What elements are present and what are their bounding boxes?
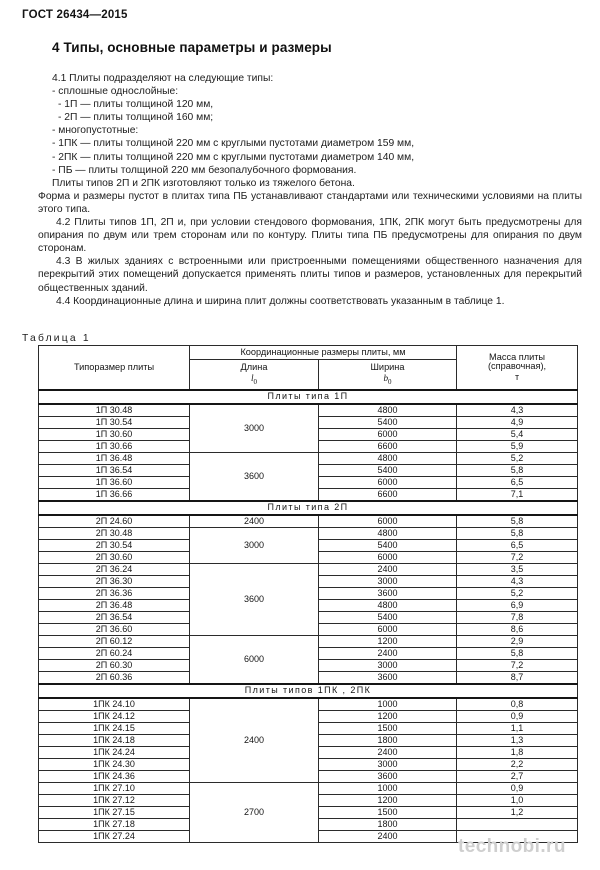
cell-mass: 0,9 (457, 711, 578, 723)
cell-width: 1000 (319, 698, 457, 711)
cell-mass: 6,5 (457, 477, 578, 489)
mass-header-line-2: (справочная), (487, 361, 547, 372)
column-header-width (319, 360, 457, 391)
cell-width: 3600 (319, 588, 457, 600)
cell-mass: 5,8 (457, 648, 578, 660)
cell-length: 2400 (190, 698, 319, 783)
column-header-mass (457, 346, 578, 391)
cell-typesize: 1ПК 24.10 (39, 698, 190, 711)
cell-length: 3600 (190, 453, 319, 502)
body-line-2: - 1П — плиты толщиной 120 мм, (58, 99, 214, 111)
cell-mass: 1,1 (457, 723, 578, 735)
body-line-7: - ПБ — плиты толщиной 220 мм безопалубочного формования. (52, 164, 357, 176)
width-header-symbol: $b_0$ (383, 372, 392, 386)
cell-mass: 7,8 (457, 612, 578, 624)
cell-typesize: 1П 36.66 (39, 489, 190, 502)
cell-mass: 2,2 (457, 759, 578, 771)
cell-mass: 5,8 (457, 465, 578, 477)
cell-mass: 5,8 (457, 515, 578, 528)
cell-typesize: 2П 60.36 (39, 672, 190, 685)
cell-width: 4800 (319, 453, 457, 465)
body-line-4: - многопустотные: (52, 125, 139, 137)
cell-width: 5400 (319, 417, 457, 429)
cell-length: 6000 (190, 636, 319, 685)
cell-typesize: 1ПК 24.12 (39, 711, 190, 723)
cell-mass: 5,9 (457, 441, 578, 453)
body-line-0: 4.1 Плиты подразделяют на следующие типы: (52, 73, 274, 84)
cell-width: 1200 (319, 795, 457, 807)
cell-mass: 6,5 (457, 540, 578, 552)
cell-typesize: 1ПК 27.12 (39, 795, 190, 807)
cell-typesize: 2П 36.60 (39, 624, 190, 636)
cell-width: 3600 (319, 771, 457, 783)
paragraph-4-3: 4.3 В жилых зданиях с встроенными или пристроенными помещениями общественного назначения для перекрытий этих помещений допускается применять плиты типов и размеров, установленных для перекрытий общественных зданий. (38, 256, 582, 294)
cell-width: 1500 (319, 723, 457, 735)
table-row (39, 636, 578, 648)
cell-width: 6000 (319, 515, 457, 528)
table-head (39, 346, 578, 391)
cell-typesize: 2П 60.30 (39, 660, 190, 672)
cell-typesize: 2П 36.36 (39, 588, 190, 600)
cell-width: 2400 (319, 747, 457, 759)
group-title: Плиты типа 1П (39, 390, 578, 404)
cell-width: 1800 (319, 735, 457, 747)
cell-width: 6000 (319, 552, 457, 564)
cell-width: 3000 (319, 576, 457, 588)
cell-typesize: 1ПК 27.24 (39, 831, 190, 843)
cell-length: 2400 (190, 515, 319, 528)
cell-width: 5400 (319, 540, 457, 552)
cell-width: 6600 (319, 489, 457, 502)
cell-mass: 6,9 (457, 600, 578, 612)
cell-mass: 3,5 (457, 564, 578, 576)
cell-mass: 5,2 (457, 453, 578, 465)
cell-mass: 4,3 (457, 576, 578, 588)
cell-mass: 7,2 (457, 660, 578, 672)
table-row (39, 783, 578, 795)
cell-mass (457, 819, 578, 831)
cell-typesize: 2П 30.48 (39, 528, 190, 540)
cell-width: 1200 (319, 636, 457, 648)
cell-typesize: 2П 36.24 (39, 564, 190, 576)
cell-mass: 8,7 (457, 672, 578, 685)
table-row (39, 528, 578, 540)
cell-typesize: 1ПК 27.15 (39, 807, 190, 819)
mass-header-line-1: Масса плиты (489, 351, 546, 362)
length-header-symbol: $l_0$ (250, 372, 258, 386)
cell-mass: 4,3 (457, 404, 578, 417)
cell-typesize: 1П 30.54 (39, 417, 190, 429)
cell-width: 3000 (319, 660, 457, 672)
cell-width: 2400 (319, 648, 457, 660)
cell-mass: 4,9 (457, 417, 578, 429)
cell-width: 2400 (319, 831, 457, 843)
cell-mass: 5,4 (457, 429, 578, 441)
cell-width: 6000 (319, 477, 457, 489)
cell-length: 2700 (190, 783, 319, 843)
cell-typesize: 1ПК 24.18 (39, 735, 190, 747)
paragraph-4-2: 4.2 Плиты типов 1П, 2П и, при условии стендового формования, 1ПК, 2ПК могут быть предусмотрены для опирания по двум или трем сторонам или по контуру. Плиты типа ПБ предусмотрены для опирания по двум сторонам. (38, 217, 582, 255)
mass-header-unit: т (514, 371, 520, 382)
cell-mass: 8,6 (457, 624, 578, 636)
group-title: Плиты типов 1ПК , 2ПК (39, 684, 578, 698)
paragraph-form: Форма и размеры пустот в плитах типа ПБ устанавливают стандартами или техническими условиями на плиты этого типа. (38, 190, 582, 215)
column-header-length (190, 360, 319, 391)
cell-width: 6000 (319, 429, 457, 441)
cell-mass: 2,7 (457, 771, 578, 783)
cell-width: 1000 (319, 783, 457, 795)
cell-width: 2400 (319, 564, 457, 576)
cell-typesize: 1П 36.60 (39, 477, 190, 489)
table-group-header-row (39, 501, 578, 515)
body-line-8: Плиты типов 2П и 2ПК изготовляют только из тяжелого бетона. (52, 177, 355, 189)
cell-typesize: 1ПК 27.10 (39, 783, 190, 795)
cell-typesize: 1П 36.48 (39, 453, 190, 465)
plates-table-wrapper (38, 345, 578, 843)
cell-mass: 1,2 (457, 807, 578, 819)
standard-header: ГОСТ 26434—2015 (22, 9, 128, 21)
cell-typesize: 2П 60.12 (39, 636, 190, 648)
cell-typesize: 1ПК 24.36 (39, 771, 190, 783)
length-header-label: Длина (240, 362, 268, 373)
cell-length: 3600 (190, 564, 319, 636)
cell-width: 4800 (319, 600, 457, 612)
cell-typesize: 2П 36.30 (39, 576, 190, 588)
cell-typesize: 1ПК 24.24 (39, 747, 190, 759)
cell-mass: 7,2 (457, 552, 578, 564)
cell-width: 5400 (319, 465, 457, 477)
cell-typesize: 1ПК 24.30 (39, 759, 190, 771)
cell-width: 1500 (319, 807, 457, 819)
page-title: 4 Типы, основные параметры и размеры (52, 40, 332, 55)
cell-typesize: 1П 30.48 (39, 404, 190, 417)
cell-typesize: 1ПК 27.18 (39, 819, 190, 831)
table-row (39, 564, 578, 576)
cell-typesize: 2П 36.48 (39, 600, 190, 612)
cell-typesize: 2П 60.24 (39, 648, 190, 660)
cell-typesize: 2П 36.54 (39, 612, 190, 624)
body-text (38, 72, 582, 308)
cell-width: 3000 (319, 759, 457, 771)
cell-width: 1800 (319, 819, 457, 831)
table-row (39, 453, 578, 465)
cell-typesize: 2П 24.60 (39, 515, 190, 528)
cell-mass: 5,8 (457, 528, 578, 540)
cell-mass: 1,8 (457, 747, 578, 759)
cell-mass: 1,0 (457, 795, 578, 807)
group-title: Плиты типа 2П (39, 501, 578, 515)
cell-typesize: 1П 36.54 (39, 465, 190, 477)
cell-typesize: 2П 30.54 (39, 540, 190, 552)
width-header-label: Ширина (370, 362, 405, 373)
body-line-3: - 2П — плиты толщиной 160 мм; (58, 112, 214, 124)
cell-mass: 7,1 (457, 489, 578, 502)
cell-width: 3600 (319, 672, 457, 685)
table-row (39, 515, 578, 528)
site-watermark: technobi.ru (458, 836, 566, 857)
cell-mass: 5,2 (457, 588, 578, 600)
body-line-6: - 2ПК — плиты толщиной 220 мм с круглыми пустотами диаметром 140 мм, (52, 151, 415, 163)
cell-mass: 0,8 (457, 698, 578, 711)
cell-typesize: 1П 30.66 (39, 441, 190, 453)
cell-width: 5400 (319, 612, 457, 624)
cell-mass (457, 831, 578, 843)
cell-mass: 1,3 (457, 735, 578, 747)
table-body (39, 390, 578, 843)
cell-mass: 2,9 (457, 636, 578, 648)
table-row (39, 404, 578, 417)
cell-typesize: 2П 30.60 (39, 552, 190, 564)
paragraph-4-4: 4.4 Координационные длина и ширина плит должны соответствовать указанным в таблице 1. (56, 295, 505, 307)
cell-typesize: 1П 30.60 (39, 429, 190, 441)
table-caption: Таблица 1 (22, 333, 91, 344)
cell-mass: 0,9 (457, 783, 578, 795)
cell-width: 4800 (319, 528, 457, 540)
plates-table (38, 345, 578, 843)
cell-length: 3000 (190, 528, 319, 564)
column-header-coordinate-group: Координационные размеры плиты, мм (190, 346, 457, 360)
cell-width: 1200 (319, 711, 457, 723)
cell-typesize: 1ПК 24.15 (39, 723, 190, 735)
column-header-typesize: Типоразмер плиты (39, 346, 190, 391)
table-row (39, 698, 578, 711)
table-group-header-row (39, 390, 578, 404)
cell-width: 6600 (319, 441, 457, 453)
cell-width: 4800 (319, 404, 457, 417)
table-group-header-row (39, 684, 578, 698)
body-line-5: - 1ПК — плиты толщиной 220 мм с круглыми пустотами диаметром 159 мм, (52, 138, 415, 150)
body-line-1: - сплошные однослойные: (52, 86, 179, 98)
cell-width: 6000 (319, 624, 457, 636)
cell-length: 3000 (190, 404, 319, 453)
